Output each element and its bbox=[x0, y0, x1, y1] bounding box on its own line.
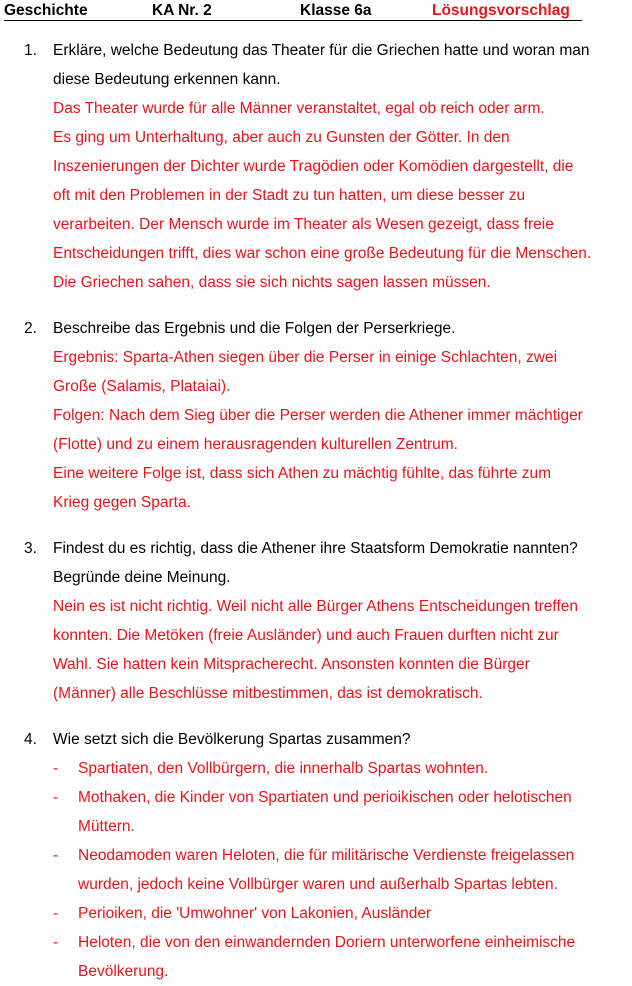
population-list bbox=[53, 754, 632, 986]
question-text bbox=[53, 534, 632, 592]
question-text bbox=[53, 36, 632, 94]
list-item-line: Müttern. bbox=[78, 818, 135, 835]
list-dash: - bbox=[53, 789, 59, 806]
answer-line: Es ging um Unterhaltung, aber auch zu Gunsten der Götter. In den bbox=[53, 129, 510, 146]
answer-text bbox=[53, 592, 632, 708]
list-item-line: Spartiaten, den Vollbürgern, die innerhalb Spartas wohnten. bbox=[78, 760, 489, 777]
header-underline bbox=[4, 20, 582, 21]
header-class: Klasse 6a bbox=[300, 2, 372, 19]
list-item bbox=[53, 841, 632, 899]
question-line: diese Bedeutung erkennen kann. bbox=[53, 71, 281, 88]
question-line: Wie setzt sich die Bevölkerung Spartas zusammen? bbox=[53, 731, 411, 748]
list-item bbox=[53, 899, 632, 928]
answer-line: verarbeiten. Der Mensch wurde im Theater als Wesen gezeigt, dass freie bbox=[53, 216, 554, 233]
answer-text bbox=[53, 343, 632, 517]
header-exam-number: KA Nr. 2 bbox=[152, 2, 212, 19]
answer-line: (Flotte) und zu einem herausragenden kulturellen Zentrum. bbox=[53, 436, 458, 453]
answer-line: Folgen: Nach dem Sieg über die Perser werden die Athener immer mächtiger bbox=[53, 407, 583, 424]
list-dash: - bbox=[53, 905, 59, 922]
question-number: 3. bbox=[24, 540, 37, 557]
list-dash: - bbox=[53, 760, 59, 777]
answer-line: Große (Salamis, Plataiai). bbox=[53, 378, 231, 395]
list-item-line: wurden, jedoch keine Vollbürger waren und außerhalb Spartas lebten. bbox=[78, 876, 558, 893]
answer-line: (Männer) alle Beschlüsse mitbestimmen, das ist demokratisch. bbox=[53, 685, 483, 702]
list-dash: - bbox=[53, 847, 59, 864]
answer-line: konnten. Die Metöken (freie Ausländer) und auch Frauen durften nicht zur bbox=[53, 627, 559, 644]
list-item-line: Neodamoden waren Heloten, die für militärische Verdienste freigelassen bbox=[78, 847, 575, 864]
list-item bbox=[53, 783, 632, 841]
answer-line: Ergebnis: Sparta-Athen siegen über die Perser in einige Schlachten, zwei bbox=[53, 349, 558, 366]
question-number: 4. bbox=[24, 731, 37, 748]
header-subject: Geschichte bbox=[4, 2, 88, 19]
header-solution-label: Lösungsvorschlag bbox=[432, 2, 570, 19]
question-line: Findest du es richtig, dass die Athener ihre Staatsform Demokratie nannten? bbox=[53, 540, 578, 557]
list-item-line: Perioiken, die 'Umwohner' von Lakonien, Ausländer bbox=[78, 905, 432, 922]
list-item-line: Heloten, die von den einwandernden Doriern unterworfene einheimische bbox=[78, 934, 576, 951]
answer-line: Wahl. Sie hatten kein Mitspracherecht. Ansonsten konnten die Bürger bbox=[53, 656, 530, 673]
question-1 bbox=[0, 36, 632, 297]
answer-line: Die Griechen sahen, dass sie sich nichts sagen lassen müssen. bbox=[53, 274, 491, 291]
page-header bbox=[0, 0, 590, 22]
answer-line: Eine weitere Folge ist, dass sich Athen zu mächtig fühlte, das führte zum bbox=[53, 465, 551, 482]
question-3 bbox=[0, 534, 632, 708]
answer-line: oft mit den Problemen in der Stadt zu tun hatten, um diese besser zu bbox=[53, 187, 526, 204]
question-text bbox=[53, 725, 632, 754]
document-body bbox=[0, 36, 632, 986]
question-line: Beschreibe das Ergebnis und die Folgen der Perserkriege. bbox=[53, 320, 456, 337]
list-item bbox=[53, 928, 632, 986]
question-text bbox=[53, 314, 632, 343]
answer-line: Entscheidungen trifft, dies war schon eine große Bedeutung für die Menschen. bbox=[53, 245, 592, 262]
list-item bbox=[53, 754, 632, 783]
list-item-line: Bevölkerung. bbox=[78, 963, 169, 980]
answer-text bbox=[53, 94, 632, 297]
answer-line: Nein es ist nicht richtig. Weil nicht alle Bürger Athens Entscheidungen treffen bbox=[53, 598, 578, 615]
answer-line: Inszenierungen der Dichter wurde Tragödien oder Komödien dargestellt, die bbox=[53, 158, 574, 175]
question-line: Begründe deine Meinung. bbox=[53, 569, 231, 586]
list-item-line: Mothaken, die Kinder von Spartiaten und perioikischen oder helotischen bbox=[78, 789, 572, 806]
question-line: Erkläre, welche Bedeutung das Theater für die Griechen hatte und woran man bbox=[53, 42, 590, 59]
question-number: 1. bbox=[24, 42, 37, 59]
answer-line: Krieg gegen Sparta. bbox=[53, 494, 191, 511]
question-number: 2. bbox=[24, 320, 37, 337]
question-2 bbox=[0, 314, 632, 517]
question-4 bbox=[0, 725, 632, 986]
list-dash: - bbox=[53, 934, 59, 951]
answer-line: Das Theater wurde für alle Männer veranstaltet, egal ob reich oder arm. bbox=[53, 100, 545, 117]
